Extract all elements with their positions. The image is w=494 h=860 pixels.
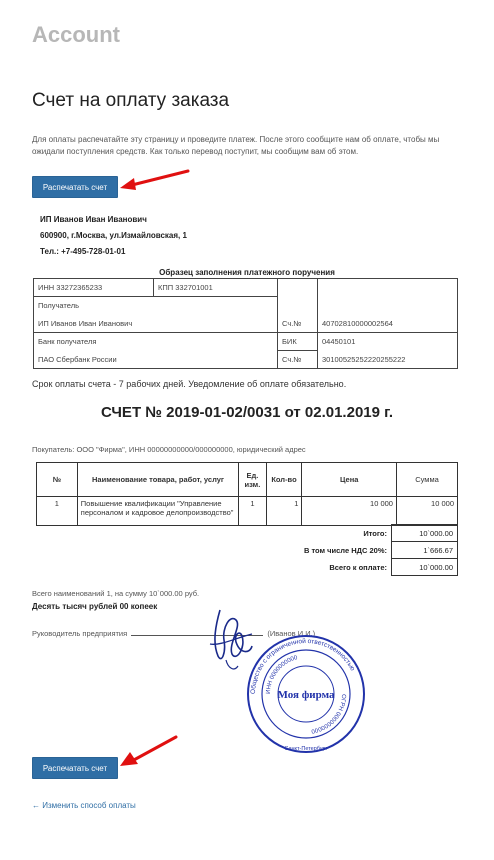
buyer-line: Покупатель: ООО "Фирма", ИНН 00000000000/000000000, юридический адрес <box>32 445 306 454</box>
print-invoice-button-top[interactable]: Распечатать счет <box>32 176 118 198</box>
recipient-label: Получатель <box>34 297 278 315</box>
col-qty: Кол-во <box>266 463 302 497</box>
seller-details <box>40 212 187 260</box>
bank-label: Банк получателя <box>34 333 278 351</box>
kpp-cell: КПП 332701001 <box>154 279 278 297</box>
red-arrow-icon <box>118 168 190 192</box>
row-sum: 10 000 <box>396 497 457 526</box>
stamp-ring-text: Общество с ограниченной ответственностью <box>249 637 357 695</box>
totals-table <box>36 524 458 576</box>
col-sum: Сумма <box>396 463 457 497</box>
corr-account-number: 30100525252220255222 <box>318 351 458 369</box>
company-stamp <box>246 634 366 754</box>
row-price: 10 000 <box>302 497 397 526</box>
payment-order-title: Образец заполнения платежного поручения <box>159 268 335 277</box>
due-value: 10`000.00 <box>392 559 458 576</box>
vat-value: 1`666.67 <box>392 542 458 559</box>
director-name: (Иванов И.И.) <box>267 629 316 638</box>
director-label: Руководитель предприятия <box>32 629 128 638</box>
inn-cell: ИНН 33272365233 <box>34 279 154 297</box>
seller-address: 600900, г.Москва, ул.Измайловская, 1 <box>40 231 187 240</box>
col-name: Наименование товара, работ, услуг <box>77 463 239 497</box>
stamp-ogrn-text: ОГРН 0000000000 <box>310 693 347 734</box>
print-invoice-button-bottom[interactable]: Распечатать счет <box>32 757 118 779</box>
app-title: Account <box>32 22 120 47</box>
row-qty: 1 <box>266 497 302 526</box>
due-label: Всего к оплате: <box>329 562 387 572</box>
seller-phone: Тел.: +7-495-728-01-01 <box>40 247 126 256</box>
amount-in-words: Десять тысяч рублей 00 копеек <box>32 602 158 611</box>
col-number: № <box>37 463 78 497</box>
recipient-name: ИП Иванов Иван Иванович <box>34 315 278 333</box>
change-payment-method-link[interactable]: ← Изменить способ оплаты <box>32 801 136 810</box>
account-label: Сч.№ <box>278 315 318 333</box>
total-value: 10`000.00 <box>392 525 458 542</box>
red-arrow-icon <box>118 734 178 768</box>
total-label: Итого: <box>363 528 387 538</box>
stamp-inn-text: ИНН 0000000000 <box>265 655 299 695</box>
items-header-row <box>37 463 458 497</box>
col-price: Цена <box>302 463 397 497</box>
invoice-heading: СЧЕТ № 2019-01-02/0031 от 02.01.2019 г. <box>100 404 394 421</box>
row-name: Повышение квалификации "Управление персоналом и кадровое делопроизводство" <box>77 497 239 526</box>
row-unit: 1 <box>239 497 266 526</box>
page-title: Счет на оплату заказа <box>32 90 230 111</box>
payment-order-table <box>33 278 458 369</box>
table-row <box>37 497 458 526</box>
items-table <box>36 462 458 526</box>
bik-label: БИК <box>278 333 318 351</box>
bank-name: ПАО Сбербанк России <box>34 351 278 369</box>
account-number: 40702810000002564 <box>318 315 458 333</box>
bik-value: 04450101 <box>318 333 458 351</box>
col-unit: Ед. изм. <box>239 463 266 497</box>
items-count-line: Всего наименований 1, на сумму 10`000.00 руб. <box>32 589 200 598</box>
vat-label: В том числе НДС 20%: <box>303 545 387 555</box>
row-number: 1 <box>37 497 78 526</box>
payment-deadline: Срок оплаты счета - 7 рабочих дней. Уведомление об оплате обязательно. <box>32 379 347 389</box>
corr-account-label: Сч.№ <box>278 351 318 369</box>
stamp-company-name: Моя фирма <box>277 689 335 701</box>
intro-text: Для оплаты распечатайте эту страницу и проведите платеж. После этого сообщите нам об оплате, чтобы мы ожидали поступления средств. Как только перевод поступит, мы сообщим вам об этом. <box>32 135 440 156</box>
stamp-city: Санкт-Петербург <box>284 746 328 752</box>
seller-name: ИП Иванов Иван Иванович <box>40 215 147 224</box>
